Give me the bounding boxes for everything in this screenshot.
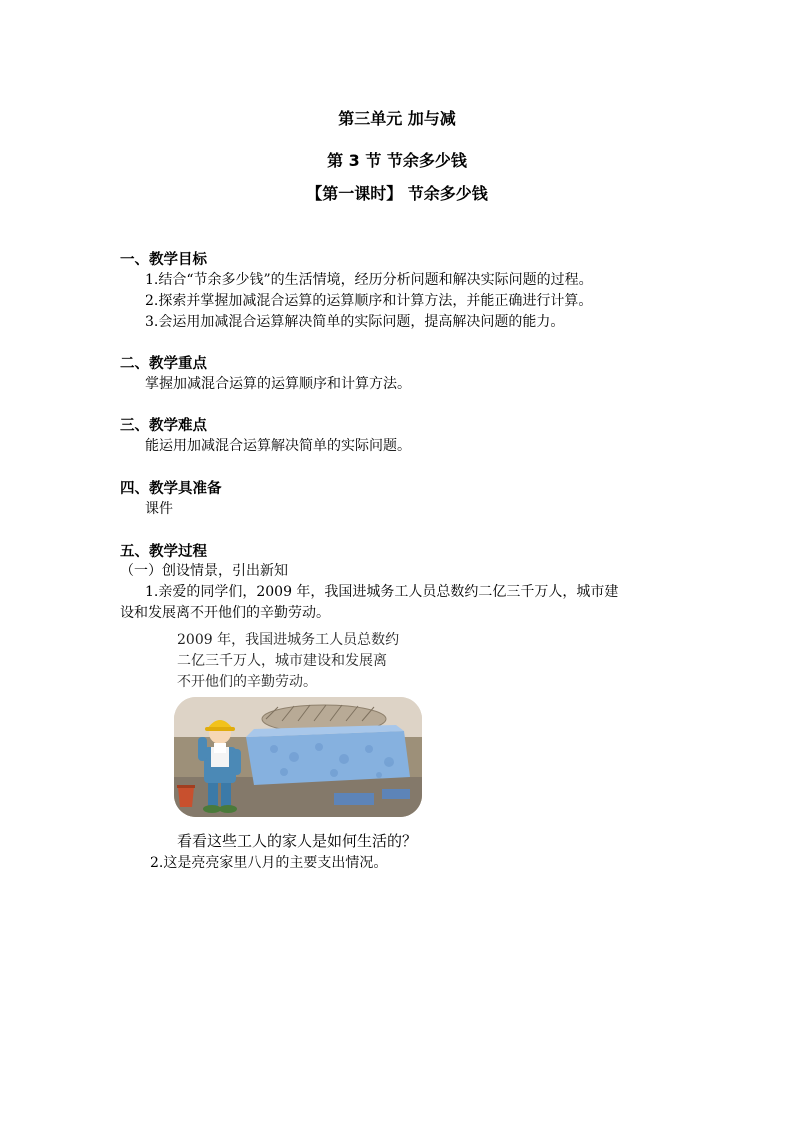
construction-site-illustration xyxy=(174,697,422,817)
difficulties-heading: 三、教学难点 xyxy=(120,418,207,434)
goal-item-1: 1.结合“节余多少钱”的生活情境，经历分析问题和解决实际问题的过程。 xyxy=(145,272,593,288)
materials-heading: 四、教学具准备 xyxy=(120,481,222,497)
figure-text-line-2: 二亿三千万人，城市建设和发展离 xyxy=(177,653,387,669)
process-para2: 2.这是亮亮家里八月的主要支出情况。 xyxy=(150,855,388,871)
lesson-title: 【第一课时】 节余多少钱 xyxy=(306,184,488,203)
key-points-text: 掌握加减混合运算的运算顺序和计算方法。 xyxy=(145,376,411,392)
construction-site-scene xyxy=(174,697,422,817)
goals-heading: 一、教学目标 xyxy=(120,252,207,268)
goal-item-2: 2.探索并掌握加减混合运算的运算顺序和计算方法，并能正确进行计算。 xyxy=(145,293,593,309)
figure-text-line-1: 2009 年，我国进城务工人员总数约 xyxy=(177,632,400,648)
figure-text-line-3: 不开他们的辛勤劳动。 xyxy=(177,674,317,690)
process-step1-label: （一）创设情景，引出新知 xyxy=(120,563,288,579)
unit-title: 第三单元 加与减 xyxy=(338,109,456,128)
process-para1-line2: 设和发展离不开他们的辛勤劳动。 xyxy=(120,605,330,621)
figure-question: 看看这些工人的家人是如何生活的？ xyxy=(177,832,418,850)
process-para1-line1: 1.亲爱的同学们，2009 年，我国进城务工人员总数约二亿三千万人，城市建 xyxy=(145,584,619,600)
process-heading: 五、教学过程 xyxy=(120,544,207,560)
materials-text: 课件 xyxy=(145,501,173,517)
difficulties-text: 能运用加减混合运算解决简单的实际问题。 xyxy=(145,438,411,454)
goal-item-3: 3.会运用加减混合运算解决简单的实际问题，提高解决问题的能力。 xyxy=(145,314,565,330)
key-points-heading: 二、教学重点 xyxy=(120,356,207,372)
section-title: 第 3 节 节余多少钱 xyxy=(327,151,467,170)
